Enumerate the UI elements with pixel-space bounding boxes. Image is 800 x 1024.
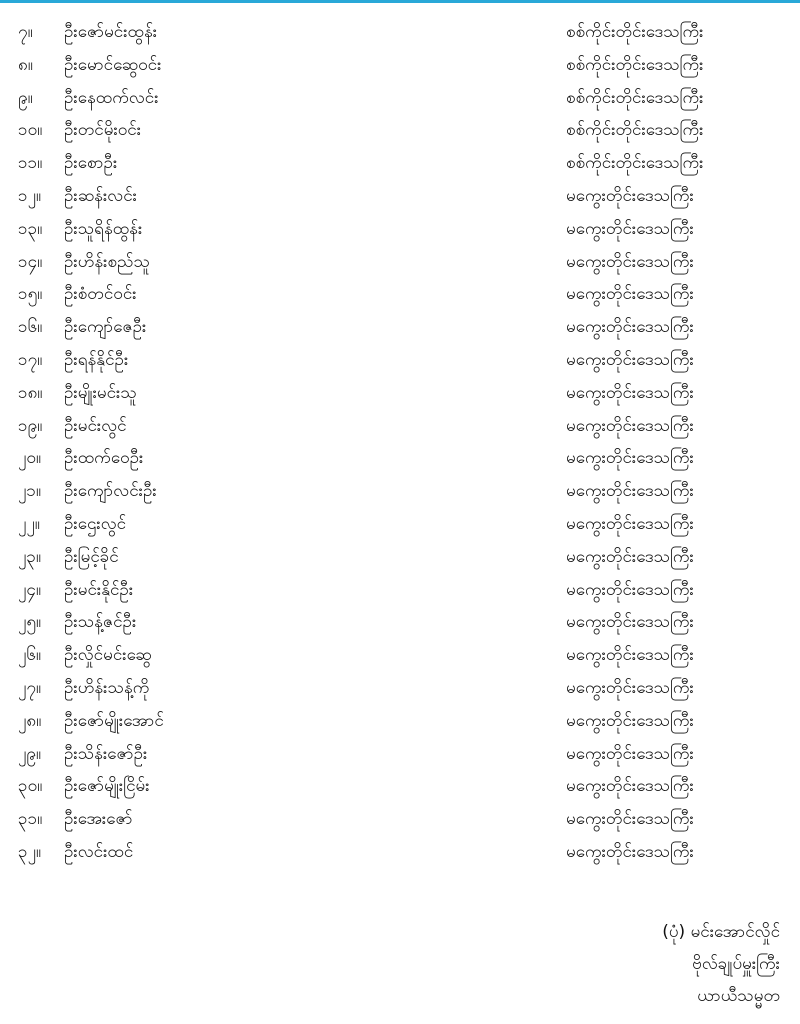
signature-block — [560, 916, 780, 1012]
top-divider — [0, 0, 800, 3]
item-number: ၁၄။ — [18, 251, 43, 272]
person-name: ဦးမောင်ဆွေဝင်း — [64, 54, 162, 75]
item-number: ၂၉။ — [18, 743, 42, 764]
person-name: ဦးသန့်ဇင်ဦး — [64, 612, 137, 633]
person-name: ဦးမင်းနိုင်ဦး — [64, 579, 134, 600]
item-number: ၂၂။ — [18, 513, 40, 534]
item-number: ၁၆။ — [18, 317, 43, 338]
list-item — [0, 543, 800, 576]
region-name: မကွေးတိုင်းဒေသကြီး — [566, 710, 694, 731]
region-name: မကွေးတိုင်းဒေသကြီး — [566, 218, 694, 239]
item-number: ၂၆။ — [18, 645, 42, 666]
region-name: မကွေးတိုင်းဒေသကြီး — [566, 809, 694, 830]
list-item — [0, 248, 800, 281]
list-item — [0, 379, 800, 412]
region-name: မကွေးတိုင်းဒေသကြီး — [566, 579, 694, 600]
signatory-title: ယာယီသမ္မတ — [697, 986, 780, 1006]
item-number: ၂၇။ — [18, 677, 42, 698]
list-item — [0, 412, 800, 445]
item-number: ၂၀။ — [18, 448, 42, 469]
item-number: ၃၀။ — [18, 776, 43, 797]
region-name: မကွေးတိုင်းဒေသကြီး — [566, 317, 694, 338]
item-number: ၁၃။ — [18, 218, 43, 239]
region-name: မကွေးတိုင်းဒေသကြီး — [566, 415, 694, 436]
region-name: စစ်ကိုင်းတိုင်းဒေသကြီး — [566, 22, 704, 42]
list-item — [0, 280, 800, 313]
list-item — [0, 838, 800, 871]
list-item — [0, 116, 800, 149]
item-number: ၁၅။ — [18, 284, 43, 305]
person-name: ဦးလှိုင်မင်းဆွေ — [64, 645, 152, 666]
region-name: မကွေးတိုင်းဒေသကြီး — [566, 677, 694, 698]
item-number: ၂၄။ — [18, 579, 42, 600]
item-number: ၂၅။ — [18, 612, 42, 633]
list-item — [0, 18, 800, 51]
person-name: ဦးကျော်လင်းဦး — [64, 481, 157, 502]
person-name: ဦးထက်ဝေဦး — [64, 448, 144, 469]
item-number: ၈။ — [18, 54, 33, 75]
list-item — [0, 149, 800, 182]
list-item — [0, 313, 800, 346]
item-number: ၃၂။ — [18, 841, 42, 862]
list-item — [0, 51, 800, 84]
item-number: ၁၉။ — [18, 415, 43, 436]
list-item — [0, 740, 800, 773]
item-number: ၂၁။ — [18, 481, 42, 502]
signatory-name: (ပုံ) မင်းအောင်လှိုင် — [662, 922, 780, 942]
item-number: ၂၃။ — [18, 546, 42, 567]
person-name: ဦးစောဦး — [64, 153, 118, 174]
list-item — [0, 444, 800, 477]
item-number: ၁၈။ — [18, 382, 43, 403]
appointee-list — [0, 18, 800, 871]
person-name: ဦးမြင့်ခိုင် — [64, 546, 119, 567]
list-item — [0, 805, 800, 838]
list-item — [0, 576, 800, 609]
item-number: ၉။ — [18, 87, 33, 108]
item-number: ၇။ — [18, 22, 33, 42]
signatory-rank: ဗိုလ်ချုပ်မှူးကြီး — [692, 954, 780, 974]
person-name: ဦးဇော်မင်းထွန်း — [64, 22, 158, 42]
region-name: မကွေးတိုင်းဒေသကြီး — [566, 251, 694, 272]
region-name: စစ်ကိုင်းတိုင်းဒေသကြီး — [566, 153, 704, 174]
list-item — [0, 215, 800, 248]
list-item — [0, 477, 800, 510]
person-name: ဦးသူရိန်ထွန်း — [64, 218, 143, 239]
person-name: ဦးမျိုးမင်းသူ — [64, 382, 137, 403]
person-name: ဦးမင်းလွင် — [64, 415, 127, 436]
region-name: မကွေးတိုင်းဒေသကြီး — [566, 612, 694, 633]
item-number: ၃၁။ — [18, 809, 43, 830]
person-name: ဦးဆန်းလင်း — [64, 185, 137, 206]
list-item — [0, 346, 800, 379]
person-name: ဦးတင်မိုးဝင်း — [64, 120, 142, 141]
list-item — [0, 641, 800, 674]
region-name: စစ်ကိုင်းတိုင်းဒေသကြီး — [566, 87, 704, 108]
person-name: ဦးဇော်မျိုးငြိမ်း — [64, 776, 150, 797]
region-name: မကွေးတိုင်းဒေသကြီး — [566, 513, 694, 534]
region-name: မကွေးတိုင်းဒေသကြီး — [566, 382, 694, 403]
person-name: ဦးနေထက်လင်း — [64, 87, 159, 108]
list-item — [0, 608, 800, 641]
person-name: ဦးဟိန်းသန့်ကို — [64, 677, 150, 698]
list-item — [0, 772, 800, 805]
list-item — [0, 182, 800, 215]
item-number: ၁၀။ — [18, 120, 43, 141]
region-name: မကွေးတိုင်းဒေသကြီး — [566, 841, 694, 862]
person-name: ဦးရန်နိုင်ဦး — [64, 349, 129, 370]
region-name: မကွေးတိုင်းဒေသကြီး — [566, 284, 694, 305]
region-name: မကွေးတိုင်းဒေသကြီး — [566, 546, 694, 567]
person-name: ဦးအေးဇော် — [64, 809, 133, 830]
person-name: ဦးဟိန်းစည်သူ — [64, 251, 150, 272]
region-name: မကွေးတိုင်းဒေသကြီး — [566, 645, 694, 666]
person-name: ဦးဇော်မျိုးအောင် — [64, 710, 164, 731]
list-item — [0, 84, 800, 117]
list-item — [0, 510, 800, 543]
region-name: မကွေးတိုင်းဒေသကြီး — [566, 448, 694, 469]
list-item — [0, 707, 800, 740]
region-name: စစ်ကိုင်းတိုင်းဒေသကြီး — [566, 54, 704, 75]
region-name: မကွေးတိုင်းဒေသကြီး — [566, 776, 694, 797]
item-number: ၁၁။ — [18, 153, 43, 174]
region-name: မကွေးတိုင်းဒေသကြီး — [566, 743, 694, 764]
person-name: ဦးလင်းထင် — [64, 841, 134, 862]
region-name: မကွေးတိုင်းဒေသကြီး — [566, 349, 694, 370]
person-name: ဦးသိန်းဇော်ဦး — [64, 743, 148, 764]
person-name: ဦးကျော်ဇေဦး — [64, 317, 147, 338]
region-name: မကွေးတိုင်းဒေသကြီး — [566, 185, 694, 206]
person-name: ဦးဌေးလွင် — [64, 513, 127, 534]
person-name: ဦးစံတင်ဝင်း — [64, 284, 137, 305]
item-number: ၁၂။ — [18, 185, 42, 206]
item-number: ၂၈။ — [18, 710, 42, 731]
region-name: စစ်ကိုင်းတိုင်းဒေသကြီး — [566, 120, 704, 141]
region-name: မကွေးတိုင်းဒေသကြီး — [566, 481, 694, 502]
item-number: ၁၇။ — [18, 349, 43, 370]
list-item — [0, 674, 800, 707]
